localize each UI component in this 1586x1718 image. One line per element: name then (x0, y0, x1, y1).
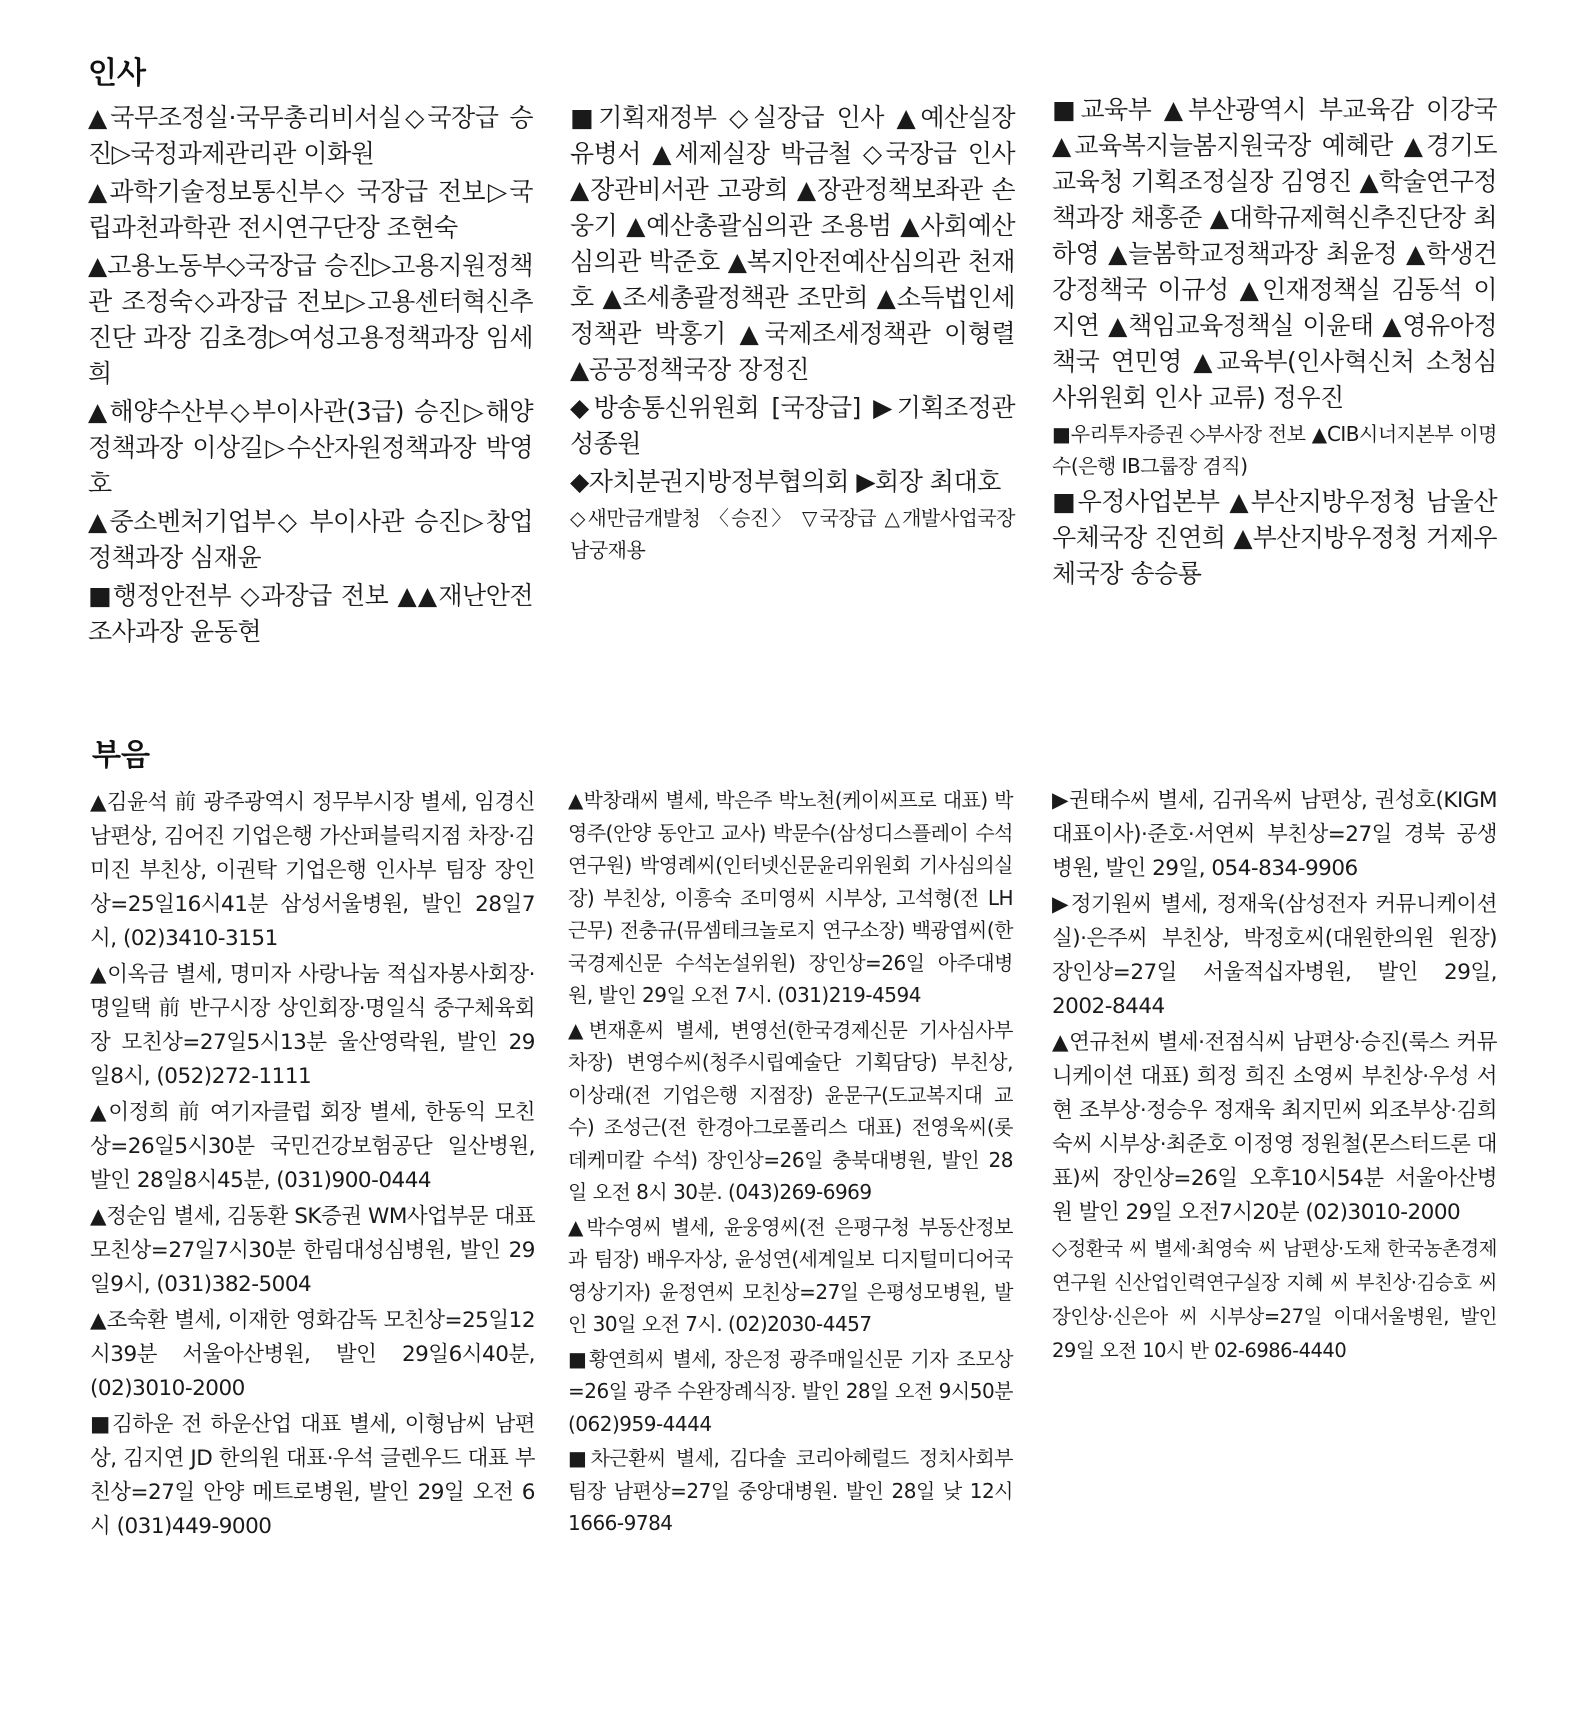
bueum-entry: ▲변재훈씨 별세, 변영선(한국경제신문 기사심사부 차장) 변영수씨(청주시립예술단 기획담당) 부친상, 이상래(전 기업은행 지점장) 윤문구(도교복지대 교수) 조성근(전 한경아그로폴리스 대표) 전영욱씨(롯데케미칼 수석) 장인상=26일 충북대병원, 발인 28일 오전 8시 30분. (043)269-6969 (568, 1017, 1013, 1204)
insa-entry: ▲과학기술정보통신부◇ 국장급 전보▷국립과천과학관 전시연구단장 조현숙 (88, 177, 533, 242)
bueum-entry: ■황연희씨 별세, 장은정 광주매일신문 기자 조모상=26일 광주 수완장례식장. 발인 28일 오전 9시50분 (062)959-4444 (568, 1346, 1013, 1436)
insa-entry: ■기획재정부 ◇실장급 인사 ▲예산실장 유병서 ▲세제실장 박금철 ◇국장급 인사 ▲장관비서관 고광희 ▲장관정책보좌관 손웅기 ▲예산총괄심의관 조용범 ▲사회예산심의관 박준호 ▲복지안전예산심의관 천재호 ▲조세총괄정책관 조만희 ▲소득법인세정책관 박홍기 ▲국제조세정책관 이형렬 ▲공공정책국장 장정진 (570, 103, 1015, 384)
bueum-entry: ▲정순임 별세, 김동환 SK증권 WM사업부문 대표 모친상=27일7시30분 한림대성심병원, 발인 29일9시, (031)382-5004 (90, 1204, 535, 1297)
bueum-entry: ◇정환국 씨 별세·최영숙 씨 남편상·도채 한국농촌경제연구원 신산업인력연구실장 지혜 씨 부친상·김승호 씨 장인상·신은아 씨 시부상=27일 이대서울병원, 발인 29일 오전 10시 반 02-6986-4440 (1052, 1237, 1497, 1362)
insa-entry: ◇새만금개발청 〈승진〉 ▽국장급 △개발사업국장 남궁재용 (570, 506, 1015, 562)
insa-entry: ■교육부 ▲부산광역시 부교육감 이강국 ▲교육복지늘봄지원국장 예혜란 ▲경기도교육청 기획조정실장 김영진 ▲학술연구정책과장 채홍준 ▲대학규제혁신추진단장 최하영 ▲늘봄학교정책과장 최윤정 ▲학생건강정책국 이규성 ▲인재정책실 김동석 이지연 ▲책임교육정책실 이윤태 ▲영유아정책국 연민영 ▲교육부(인사혁신처 소청심사위원회 인사 교류) 정우진 (1052, 95, 1497, 412)
bueum-entry: ▲이정희 前 여기자클럽 회장 별세, 한동익 모친상=26일5시30분 국민건강보험공단 일산병원, 발인 28일8시45분, (031)900-0444 (90, 1100, 535, 1193)
insa-entry: ■우정사업본부 ▲부산지방우정청 남울산우체국장 진연희 ▲부산지방우정청 거제우체국장 송승룡 (1052, 487, 1497, 588)
insa-entry: ■우리투자증권 ◇부사장 전보 ▲CIB시너지본부 이명수(은행 IB그룹장 겸직) (1052, 422, 1497, 478)
bueum-entry: ▲김윤석 前 광주광역시 정무부시장 별세, 임경신 남편상, 김어진 기업은행 가산퍼블릭지점 차장·김미진 부친상, 이권탁 기업은행 인사부 팀장 장인상=25일16시41분 삼성서울병원, 발인 28일7시, (02)3410-3151 (90, 790, 535, 951)
bueum-column-3 (1052, 784, 1497, 1370)
insa-entry: ■행정안전부 ◇과장급 전보 ▲▲재난안전조사과장 윤동현 (88, 581, 533, 646)
bueum-column-1 (90, 786, 535, 1546)
insa-entry: ◆방송통신위원회 [국장급] ▶기획조정관 성종원 (570, 393, 1015, 458)
bueum-entry: ▶정기원씨 별세, 정재욱(삼성전자 커뮤니케이션실)·은주씨 부친상, 박정호씨(대원한의원 원장) 장인상=27일 서울적십자병원, 발인 29일, 2002-8444 (1052, 892, 1497, 1019)
bueum-entry: ▲박창래씨 별세, 박은주 박노천(케이씨프로 대표) 박영주(안양 동안고 교사) 박문수(삼성디스플레이 수석연구원) 박영례씨(인터넷신문윤리위원회 기사심의실장) 부친상, 이흥숙 조미영씨 시부상, 고석형(전 LH 근무) 전충규(뮤셈테크놀로지 연구소장) 백광엽씨(한국경제신문 수석논설위원) 장인상=26일 아주대병원, 발인 29일 오전 7시. (031)219-4594 (568, 788, 1013, 1007)
insa-column-3 (1052, 92, 1497, 594)
bueum-entry: ▲이옥금 별세, 명미자 사랑나눔 적십자봉사회장·명일택 前 반구시장 상인회장·명일식 중구체육회장 모친상=27일5시13분 울산영락원, 발인 29일8시, (052)272-1111 (90, 962, 535, 1089)
bueum-entry: ▶권태수씨 별세, 김귀옥씨 남편상, 권성호(KIGM 대표이사)·준호·서연씨 부친상=27일 경북 공생병원, 발인 29일, 054-834-9906 (1052, 788, 1497, 881)
insa-entry: ▲고용노동부◇국장급 승진▷고용지원정책관 조정숙◇과장급 전보▷고용센터혁신추진단 과장 김초경▷여성고용정책과장 임세희 (88, 251, 533, 388)
insa-entry: ▲국무조정실·국무총리비서실◇국장급 승진▷국정과제관리관 이화원 (88, 103, 533, 168)
bueum-entry: ■김하운 전 하운산업 대표 별세, 이형남씨 남편상, 김지연 JD 한의원 대표·우석 글렌우드 대표 부친상=27일 안양 메트로병원, 발인 29일 오전 6시 (031)449-9000 (90, 1412, 535, 1539)
bueum-entry: ■차근환씨 별세, 김다솔 코리아헤럴드 정치사회부 팀장 남편상=27일 중앙대병원. 발인 28일 낮 12시 1666-9784 (568, 1446, 1013, 1535)
bueum-column-2 (568, 784, 1013, 1542)
insa-column-2 (570, 100, 1015, 568)
bueum-entry: ▲조숙환 별세, 이재한 영화감독 모친상=25일12시39분 서울아산병원, 발인 29일6시40분, (02)3010-2000 (90, 1308, 535, 1401)
section-title-bueum: 부음 (92, 738, 150, 773)
bueum-entry: ▲연규천씨 별세·전점식씨 남편상·승진(룩스 커뮤니케이션 대표) 희정 희진 소영씨 부친상·우성 서현 조부상·정승우 정재욱 최지민씨 외조부상·김희숙씨 시부상·최준호 이정영 정원철(몬스터드론 대표)씨 장인상=26일 오후10시54분 서울아산병원 발인 29일 오전7시20분 (02)3010-2000 (1052, 1030, 1497, 1225)
insa-entry: ◆자치분권지방정부협의회 ▶회장 최대호 (570, 467, 1001, 496)
bueum-entry: ▲박수영씨 별세, 윤웅영씨(전 은평구청 부동산정보과 팀장) 배우자상, 윤성연(세계일보 디지털미디어국 영상기자) 윤정연씨 모친상=27일 은평성모병원, 발인 30일 오전 7시. (02)2030-4457 (568, 1214, 1013, 1336)
insa-entry: ▲해양수산부◇부이사관(3급) 승진▷해양정책과장 이상길▷수산자원정책과장 박영호 (88, 397, 533, 498)
insa-column-1 (88, 100, 533, 652)
insa-entry: ▲중소벤처기업부◇ 부이사관 승진▷창업정책과장 심재윤 (88, 507, 533, 572)
section-title-insa: 인사 (88, 56, 146, 91)
